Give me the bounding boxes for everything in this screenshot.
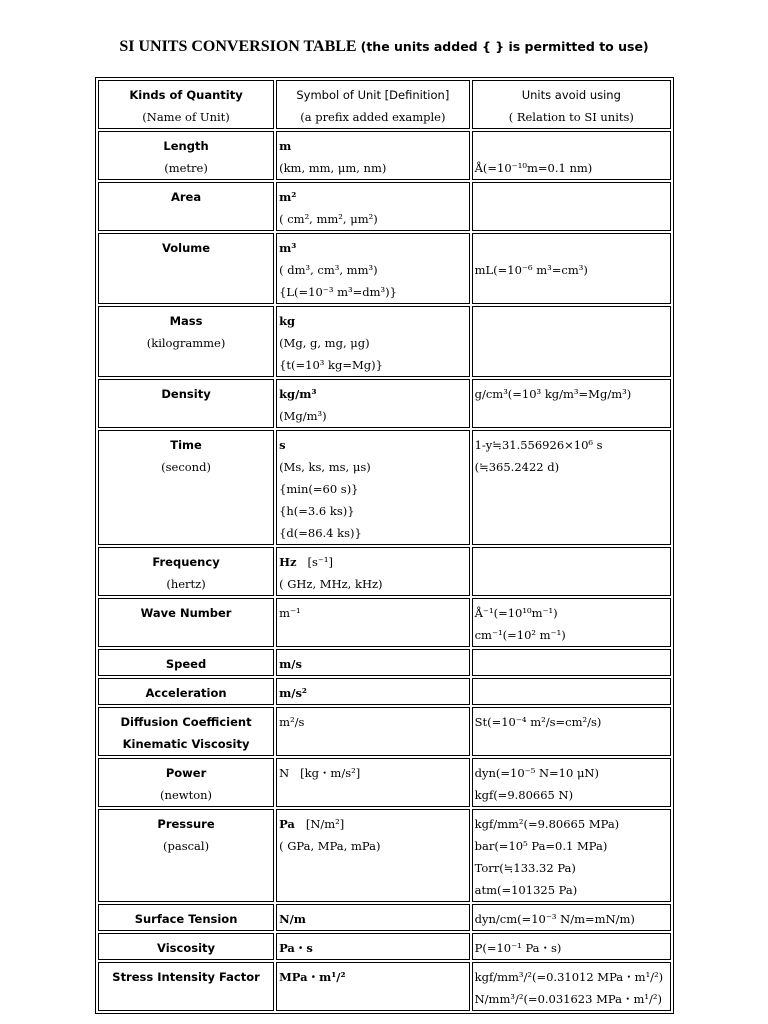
avoid-unit: kgf/mm³/²(=0.31012 MPa・m¹/²) [474,970,664,984]
header-kinds-of-quantity [98,80,274,129]
quantity-name: Speed [165,657,207,671]
quantity-name: Frequency [152,555,220,569]
symbol: Hz [279,555,297,569]
unit-name: (kilogramme) [146,336,226,350]
table-row [98,233,671,304]
symbol-cell [276,598,470,647]
avoid-cell [472,430,671,545]
quantity-cell [98,306,274,377]
symbol-cell [276,707,470,756]
avoid-cell [472,707,671,756]
avoid-unit: mL(=10⁻⁶ m³=cm³) [474,263,588,277]
quantity-cell [98,131,274,180]
quantity-name: Density [161,387,211,401]
quantity-name: Area [170,190,202,204]
avoid-cell [472,306,671,377]
quantity-name: Stress Intensity Factor [112,970,260,984]
quantity-name: Length [163,139,209,153]
unit-name: (pascal) [163,839,210,853]
avoid-cell [472,379,671,428]
avoid-cell [472,598,671,647]
header-col2-sub: (a prefix added example) [300,110,446,124]
symbol-permitted: {t(=10³ kg=Mg)} [279,358,383,372]
avoid-cell [472,809,671,902]
table-row [98,678,671,705]
symbol-prefix: ( GPa, MPa, mPa) [279,839,381,853]
header-symbol-of-unit [276,80,470,129]
unit-name: (hertz) [166,577,206,591]
symbol: m⁻¹ [279,606,301,620]
quantity-cell [98,933,274,960]
symbol: Pa [279,817,295,831]
symbol: MPa・m¹/² [279,970,346,984]
table-row [98,933,671,960]
symbol: s [279,438,286,452]
symbol-cell [276,182,470,231]
quantity-name: Surface Tension [134,912,238,926]
symbol: N [279,766,290,780]
symbol: m² [279,190,297,204]
symbol-cell [276,904,470,931]
page-title [0,38,768,56]
symbol-prefix: (Mg/m³) [279,409,327,423]
avoid-unit: St(=10⁻⁴ m²/s=cm²/s) [474,715,602,729]
avoid-unit: Å(=10⁻¹⁰m=0.1 nm) [474,161,593,175]
avoid-unit: kgf(=9.80665 N) [474,788,574,802]
symbol-permitted: {min(=60 s)} [279,482,359,496]
avoid-cell [472,547,671,596]
symbol: m [279,139,292,153]
conversion-table [95,77,674,1014]
avoid-cell [472,758,671,807]
header-col3-title: Units avoid using [521,88,621,102]
unit-name: (second) [161,460,211,474]
table-row [98,809,671,902]
header-col2-title: Symbol of Unit [Definition] [296,88,450,102]
table-row [98,707,671,756]
avoid-cell [472,904,671,931]
table-row [98,547,671,596]
quantity-cell [98,649,274,676]
symbol: kg [279,314,296,328]
symbol-cell [276,306,470,377]
table-row [98,379,671,428]
symbol-definition: [s⁻¹] [307,555,334,569]
header-col1-title: Kinds of Quantity [129,88,243,102]
symbol-permitted: {L(=10⁻³ m³=dm³)} [279,285,397,299]
table-row [98,649,671,676]
symbol-cell [276,430,470,545]
symbol: m/s² [279,686,307,700]
symbol-cell [276,809,470,902]
quantity-cell [98,809,274,902]
quantity-cell [98,233,274,304]
avoid-unit: g/cm³(=10³ kg/m³=Mg/m³) [474,387,632,401]
symbol: Pa・s [279,941,313,955]
symbol: kg/m³ [279,387,317,401]
avoid-unit: (≒365.2422 d) [474,460,560,474]
quantity-cell [98,430,274,545]
symbol-permitted: {h(=3.6 ks)} [279,504,355,518]
avoid-unit: Å⁻¹(=10¹⁰m⁻¹) [474,606,558,620]
avoid-cell [472,649,671,676]
symbol-cell [276,649,470,676]
quantity-name: Volume [161,241,211,255]
avoid-cell [472,233,671,304]
symbol-prefix: (Ms, ks, ms, μs) [279,460,371,474]
table-row [98,598,671,647]
quantity-name: Diffusion Coefficient [120,715,252,729]
avoid-cell [472,131,671,180]
quantity-name-alt: Kinematic Viscosity [122,737,250,751]
quantity-cell [98,598,274,647]
symbol-definition: [N/m²] [305,817,345,831]
avoid-cell [472,933,671,960]
avoid-unit: Torr(≒133.32 Pa) [474,861,576,875]
avoid-unit: bar(=10⁵ Pa=0.1 MPa) [474,839,608,853]
avoid-unit: cm⁻¹(=10² m⁻¹) [474,628,566,642]
quantity-cell [98,379,274,428]
table-row [98,182,671,231]
quantity-cell [98,547,274,596]
symbol-permitted: {d(=86.4 ks)} [279,526,362,540]
symbol-prefix: ( GHz, MHz, kHz) [279,577,383,591]
avoid-unit: dyn/cm(=10⁻³ N/m=mN/m) [474,912,635,926]
table-row [98,758,671,807]
quantity-cell [98,904,274,931]
symbol-cell [276,379,470,428]
symbol: m²/s [279,715,305,729]
table-row [98,904,671,931]
symbol: m³ [279,241,297,255]
quantity-cell [98,758,274,807]
symbol-prefix: (km, mm, μm, nm) [279,161,387,175]
symbol-cell [276,678,470,705]
table-row [98,131,671,180]
avoid-unit: kgf/mm²(=9.80665 MPa) [474,817,620,831]
symbol: m/s [279,657,302,671]
quantity-cell [98,707,274,756]
avoid-unit: N/mm³/²(=0.031623 MPa・m¹/²) [474,992,662,1006]
unit-name: (metre) [164,161,208,175]
avoid-unit: dyn(=10⁻⁵ N=10 μN) [474,766,599,780]
quantity-name: Viscosity [157,941,216,955]
symbol: N/m [279,912,306,926]
table-row [98,306,671,377]
header-col1-sub: (Name of Unit) [142,110,230,124]
quantity-name: Time [170,438,202,452]
quantity-cell [98,182,274,231]
avoid-cell [472,182,671,231]
avoid-cell [472,962,671,1011]
title-note: (the units added { } is permitted to use) [360,39,649,54]
symbol-prefix: (Mg, g, mg, μg) [279,336,370,350]
symbol-cell [276,758,470,807]
quantity-cell [98,962,274,1011]
avoid-unit: 1-y≒31.556926×10⁶ s [474,438,603,452]
quantity-name: Mass [169,314,203,328]
quantity-name: Acceleration [145,686,227,700]
table-row [98,962,671,1011]
avoid-cell [472,678,671,705]
header-col3-sub: ( Relation to SI units) [508,110,634,124]
unit-name: (newton) [160,788,213,802]
quantity-name: Power [165,766,207,780]
quantity-cell [98,678,274,705]
title-main: SI UNITS CONVERSION TABLE [119,38,357,55]
header-units-avoid-using [472,80,671,129]
symbol-cell [276,131,470,180]
symbol-cell [276,233,470,304]
table-row [98,430,671,545]
symbol-cell [276,962,470,1011]
symbol-cell [276,933,470,960]
table-header-row [98,80,671,129]
symbol-cell [276,547,470,596]
avoid-unit: P(=10⁻¹ Pa・s) [474,941,562,955]
symbol-prefix: ( cm², mm², μm²) [279,212,378,226]
quantity-name: Pressure [157,817,215,831]
symbol-prefix: ( dm³, cm³, mm³) [279,263,378,277]
avoid-unit: atm(=101325 Pa) [474,883,578,897]
symbol-definition: [kg・m/s²] [300,766,361,780]
quantity-name: Wave Number [140,606,232,620]
